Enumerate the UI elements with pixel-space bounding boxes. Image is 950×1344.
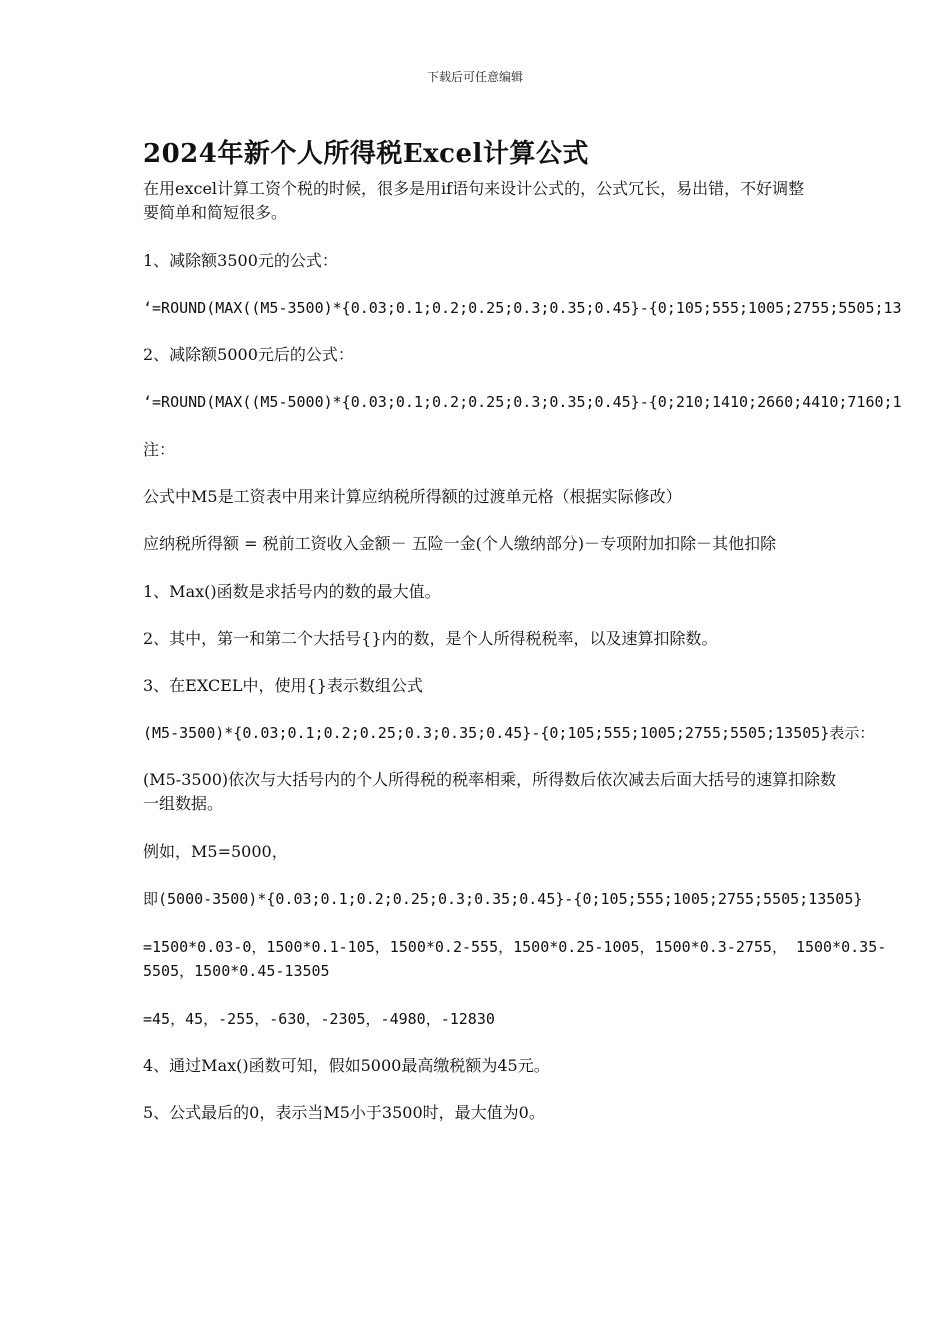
intro-line-2: 要简单和简短很多。 [143, 203, 288, 222]
note-taxable-income: 应纳税所得额 = 税前工资收入金额－ 五险一金(个人缴纳部分)－专项附加扣除－其他扣除 [143, 534, 777, 553]
item2-formula: ‘=ROUND(MAX((M5-5000)*{0.03;0.1;0.2;0.25;0.3;0.35;0.45}-{0;210;1410;2660;4410;7160;1 [143, 393, 902, 411]
example-calc-line-2: 5505，1500*0.45-13505 [143, 962, 330, 980]
note-m5: 公式中M5是工资表中用来计算应纳税所得额的过渡单元格（根据实际修改） [143, 487, 682, 506]
point-5: 5、公式最后的0，表示当M5小于3500时，最大值为0。 [143, 1103, 545, 1122]
example-calc-line-1: =1500*0.03-0，1500*0.1-105，1500*0.2-555，1500*0.25-1005，1500*0.3-2755， 1500*0.35- [143, 938, 887, 956]
point-3: 3、在EXCEL中，使用{}表示数组公式 [143, 676, 423, 695]
item2-heading: 2、减除额5000元后的公式： [143, 345, 354, 364]
array-expression: (M5-3500)*{0.03;0.1;0.2;0.25;0.3;0.35;0.45}-{0;105;555;1005;2755;5505;13505}表示： [143, 724, 875, 742]
array-explain-line-1: (M5-3500)依次与大括号内的个人所得税的税率相乘，所得数后依次减去后面大括号的速算扣除数 [143, 770, 837, 789]
document-title: 2024年新个人所得税Excel计算公式 [143, 139, 589, 169]
item1-formula: ‘=ROUND(MAX((M5-3500)*{0.03;0.1;0.2;0.25;0.3;0.35;0.45}-{0;105;555;1005;2755;5505;13 [143, 299, 902, 317]
array-explain-line-2: 一组数据。 [143, 794, 224, 813]
point-1: 1、Max()函数是求括号内的数的最大值。 [143, 582, 441, 601]
example-result: =45，45，-255，-630，-2305，-4980，-12830 [143, 1010, 495, 1028]
point-2: 2、其中，第一和第二个大括号{}内的数，是个人所得税税率，以及速算扣除数。 [143, 629, 718, 648]
point-4: 4、通过Max()函数可知，假如5000最高缴税额为45元。 [143, 1056, 550, 1075]
intro-line-1: 在用excel计算工资个税的时候，很多是用if语句来设计公式的，公式冗长，易出错，不好调整 [143, 179, 805, 198]
note-label: 注： [143, 440, 176, 459]
example-expression: 即(5000-3500)*{0.03;0.1;0.2;0.25;0.3;0.35;0.45}-{0;105;555;1005;2755;5505;13505} [143, 890, 863, 908]
example-label: 例如，M5=5000， [143, 842, 288, 861]
header-note: 下载后可任意编辑 [426, 70, 523, 84]
item1-heading: 1、减除额3500元的公式： [143, 251, 338, 270]
